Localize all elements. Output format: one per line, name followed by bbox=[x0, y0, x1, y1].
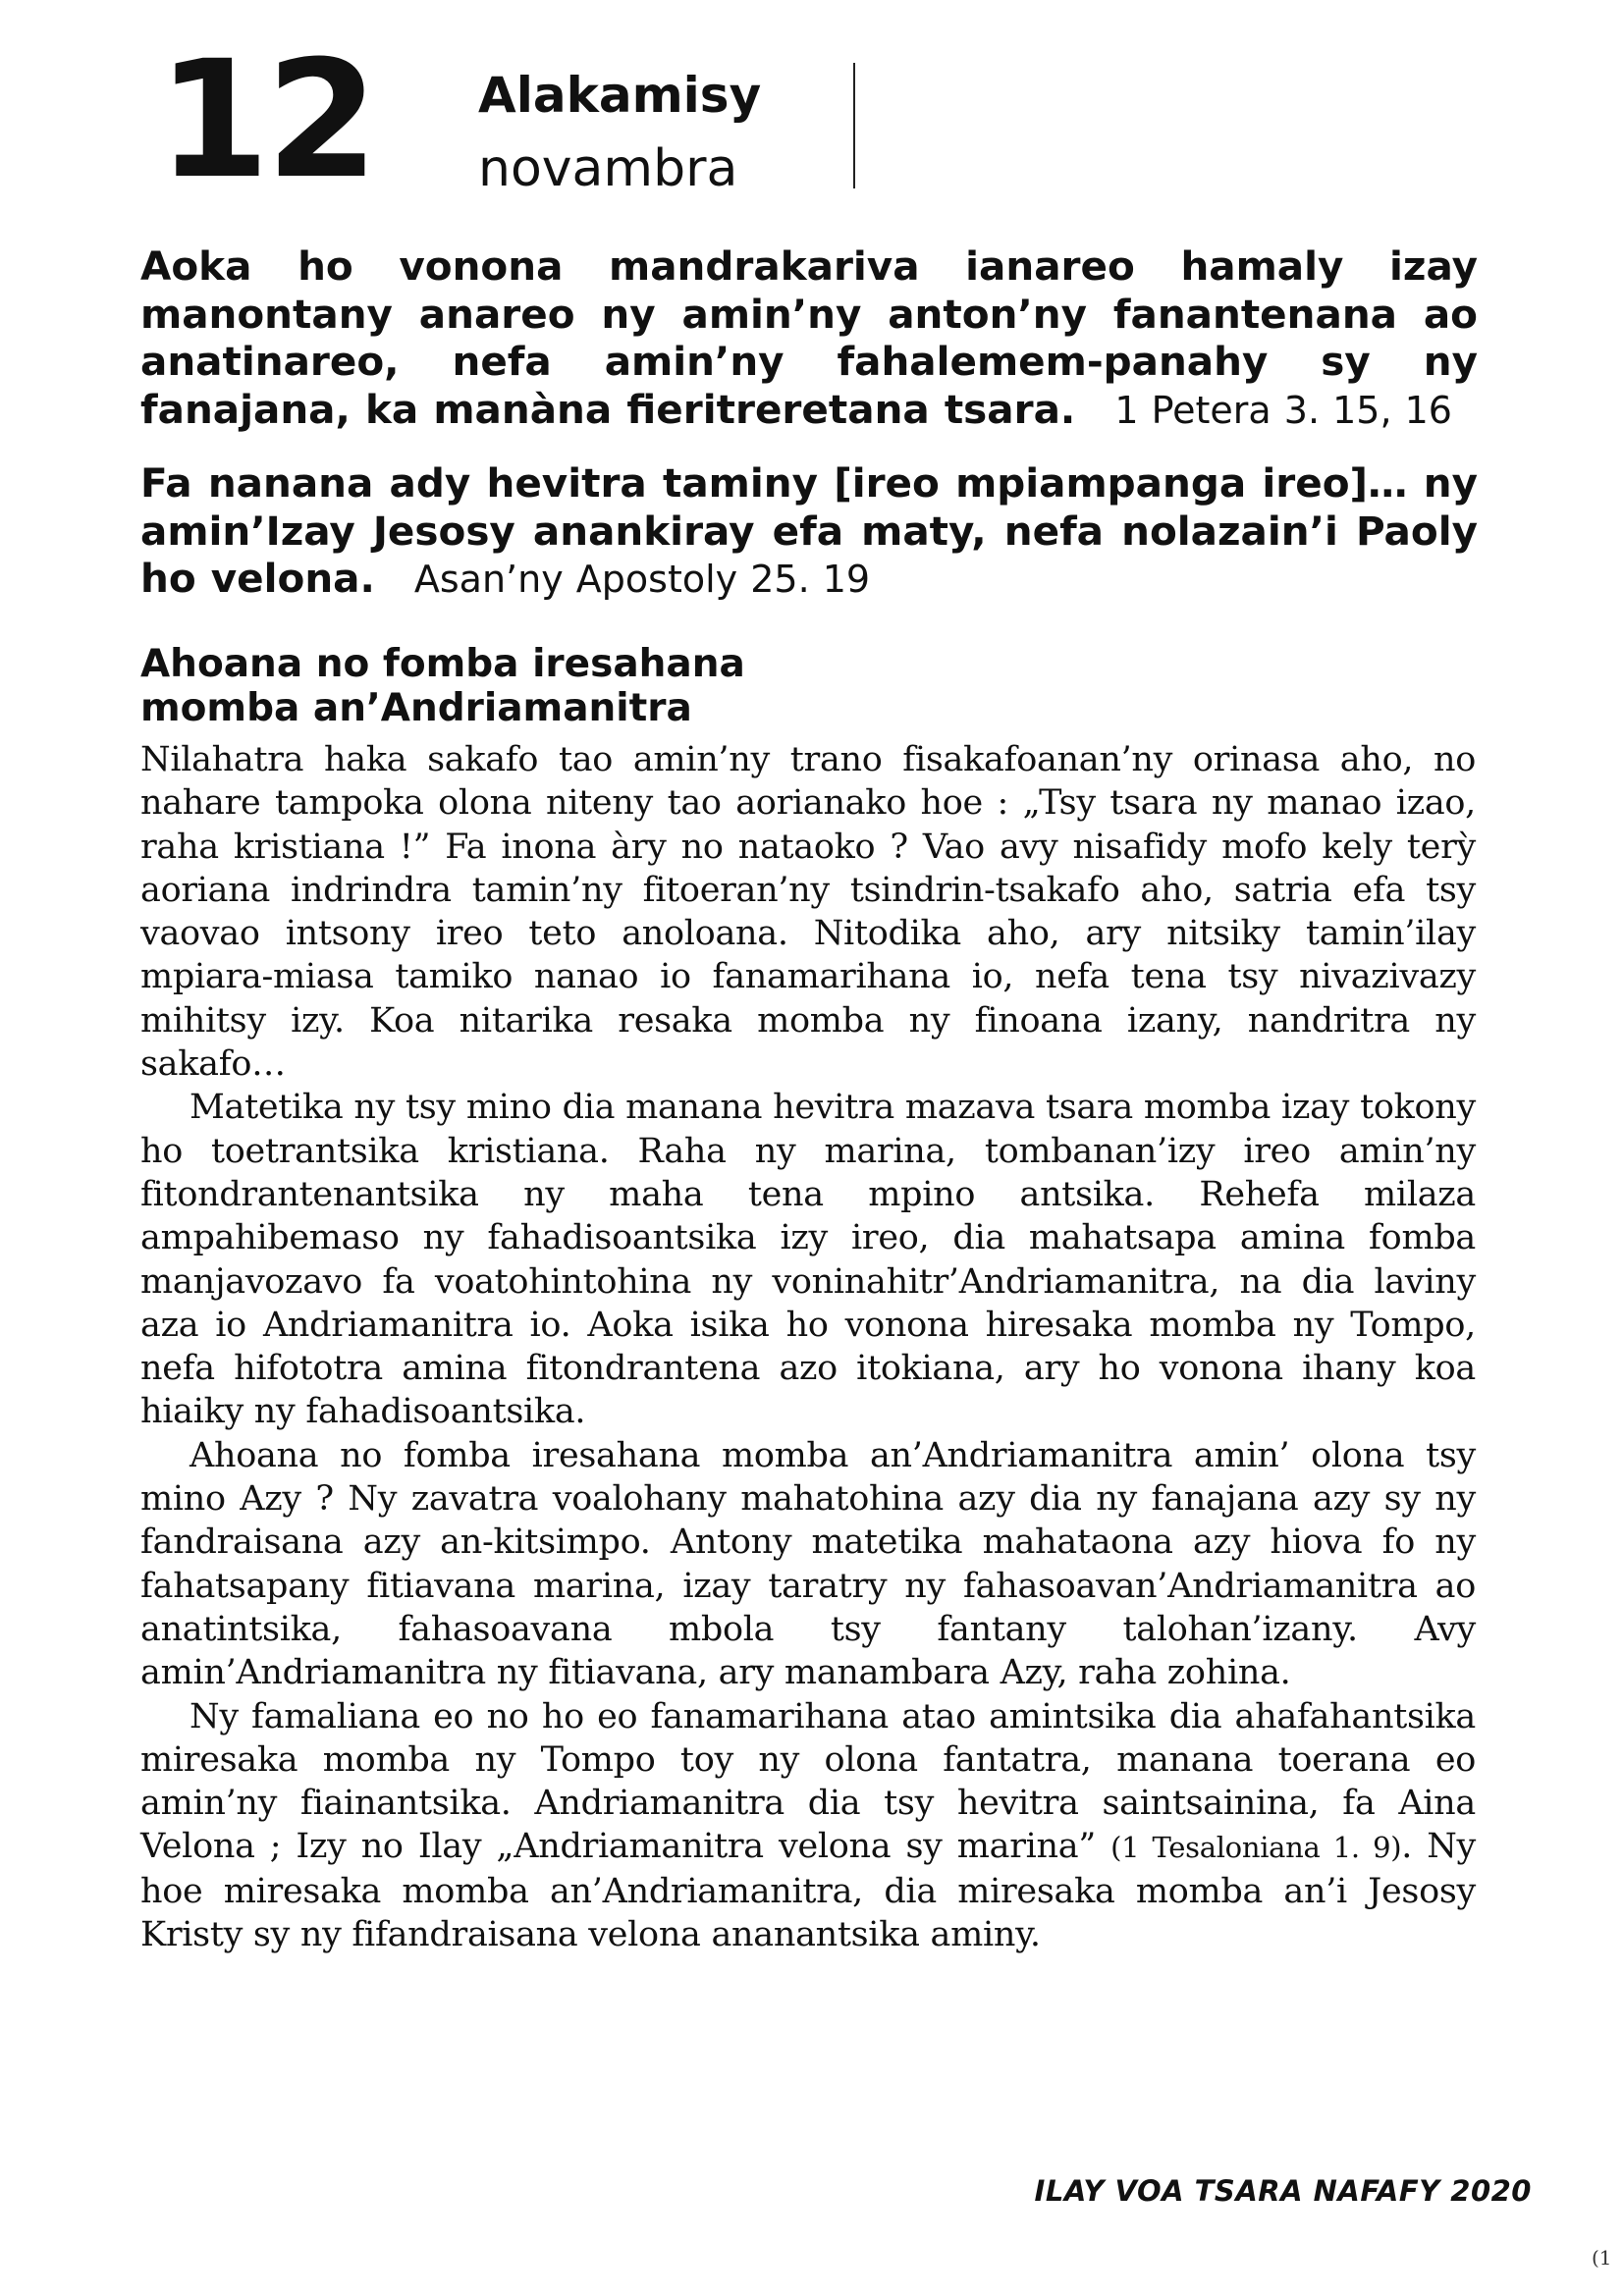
paragraph-1: Nilahatra haka sakafo tao amin’ny trano fisakafoanan’ny orinasa aho, no nahare tampoka olona niteny tao aorianako hoe : „Tsy tsara ny manao izao, raha kristiana !” Fa inona àry no nataoko ? Vao avy nisafidy mofo kely terỳ aoriana indrindra tamin’ny fitoeran’ny tsindrin-tsakafo aho, satria efa tsy vaovao intsony ireo teto anoloana. Nitodika aho, ary nitsiky tamin’ilay mpiara-miasa tamiko nanao io fanamarihana io, nefa tena tsy nivazivazy mihitsy izy. Koa nitarika resaka momba ny finoana izany, nandritra ny sakafo… bbox=[140, 740, 1476, 1085]
weekday-label: Alakamisy bbox=[478, 67, 762, 124]
article-body bbox=[140, 738, 1476, 1956]
verse-2-reference: Asan’ny Apostoly 25. 19 bbox=[413, 558, 871, 601]
paragraph-3: Ahoana no fomba iresahana momba an’Andriamanitra amin’ olona tsy mino Azy ? Ny zavatra voalohany mahatohina azy dia ny fanajana azy sy ny fandraisana azy an-kitsimpo. Antony matetika mahataona azy hiova fo ny fahatsapany fitiavana marina, izay taratry ny fahasoavan’Andriamanitra ao anatintsika, fahasoavana mbola tsy fantany talohan’izany. Avy amin’Andriamanitra ny fitiavana, ary manambara Azy, raha zohina. bbox=[140, 1435, 1476, 1693]
paragraph-2: Matetika ny tsy mino dia manana hevitra mazava tsara momba izay tokony ho toetrantsika kristiana. Raha ny marina, tombanan’izy ireo amin’ny fitondrantenantsika ny maha tena mpino antsika. Rehefa milaza ampahibemaso ny fahadisoantsika izy ireo, dia mahatsapa amina fomba manjavozavo fa voatohintohina ny voninahitr’Andriamanitra, na dia laviny aza io Andriamanitra io. Aoka isika ho vonona hiresaka momba ny Tompo, nefa hifototra amina fitondrantena azo itokiana, ary ho vonona ihany koa hiaiky ny fahadisoantsika. bbox=[140, 1088, 1476, 1432]
paragraph-4 bbox=[140, 1695, 1476, 1957]
article-title-line-2: momba an’Andriamanitra bbox=[140, 686, 692, 730]
header-divider bbox=[853, 63, 855, 188]
page-mark: (1 bbox=[1592, 2246, 1612, 2269]
verse-1-reference: 1 Petera 3. 15, 16 bbox=[1114, 388, 1452, 432]
article-title-line-1: Ahoana no fomba iresahana bbox=[140, 642, 745, 686]
paragraph-4-text-b: . Ny hoe miresaka momba an’Andriamanitra, dia miresaka momba an’i Jesosy Kristy sy ny fifandraisana velona ananantsika aminy. bbox=[140, 1827, 1476, 1955]
bible-verse-2 bbox=[140, 459, 1478, 604]
article-title bbox=[140, 642, 1122, 730]
paragraph-4-text-a: Ny famaliana eo no ho eo fanamarihana atao amintsika dia ahafahantsika miresaka momba ny Tompo toy ny olona fantatra, manana toerana eo amin’ny fiainantsika. Andriamanitra dia tsy hevitra saintsainina, fa Aina Velona ; Izy no Ilay „Andriamanitra velona sy marina” bbox=[140, 1696, 1476, 1867]
day-number: 12 bbox=[157, 26, 375, 214]
paragraph-4-reference: (1 Tesaloniana 1. 9) bbox=[1110, 1831, 1402, 1865]
publication-footer: ILAY VOA TSARA NAFAFY 2020 bbox=[1034, 2174, 1532, 2208]
verse-2-text: Fa nanana ady hevitra taminy [ireo mpiampanga ireo]… ny amin’Izay Jesosy anankiray efa maty, nefa nolazain’i Paoly ho velona. bbox=[140, 459, 1478, 602]
bible-verse-1 bbox=[140, 242, 1478, 434]
month-label: novambra bbox=[478, 139, 738, 198]
verse-1-text: Aoka ho vonona mandrakariva ianareo hamaly izay manontany anareo ny amin’ny anton’ny fanantenana ao anatinareo, nefa amin’ny fahalemem-panahy sy ny fanajana, ka manàna fieritreretana tsara. bbox=[140, 242, 1478, 433]
